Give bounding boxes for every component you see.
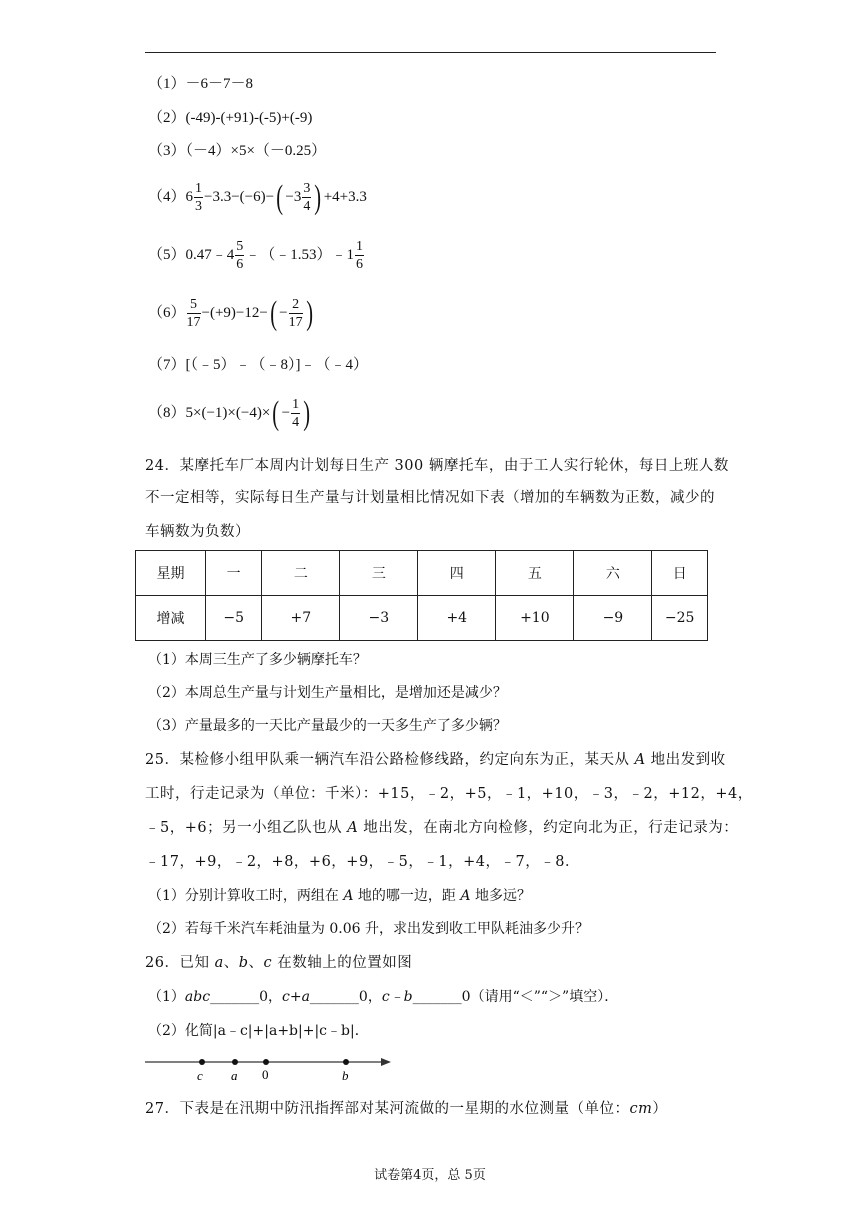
q25-text-line-1: 25．某检修小组甲队乘一辆汽车沿公路检修线路，约定向东为正，某天从 A 地出发到收	[145, 752, 726, 768]
table-cell: +7	[262, 596, 340, 641]
q26-text-line-1: 26．已知 a、b、c 在数轴上的位置如图	[145, 955, 413, 971]
q27-text-line: 27．下表是在汛期中防汛指挥部对某河流做的一星期的水位测量（单位：cm）	[145, 1101, 668, 1117]
q23-item-6: （6） $\frac{5}{17}$ −(+9)−12−( − $\frac{2}{17}$ )	[148, 294, 313, 332]
q24-sub-3: （3）产量最多的一天比产量最少的一天多生产了多少辆？	[148, 718, 507, 734]
label-a: a	[231, 1068, 238, 1082]
page-footer: 试卷第4页，总 5页	[374, 1168, 486, 1183]
q23-item-5: （5）0.47﹣4 $\frac{5}{6}$ ﹣（﹣1.53）﹣1 $\frac{1}{6}$	[148, 239, 364, 273]
axis-arrow-icon	[381, 1058, 391, 1066]
table-cell: −5	[206, 596, 262, 641]
q23-item-4: （4）6 $\frac{1}{3}$ −3.3−(−6)−( −3 $\frac{3}{4}$ ) +4+3.3	[148, 178, 367, 216]
q25-sub-1: （1）分别计算收工时，两组在 A 地的哪一边，距 A 地多远？	[148, 888, 531, 904]
table-cell: 三	[340, 551, 418, 596]
production-table	[135, 550, 708, 641]
label-b: b	[342, 1068, 349, 1082]
point-b	[343, 1059, 349, 1065]
q25-text-line-2: 工时，行走记录为（单位：千米）：+15，﹣2，+5，﹣1，+10，﹣3，﹣2，+12，+4，	[145, 786, 753, 802]
header-rule	[145, 52, 716, 53]
table-cell: 五	[496, 551, 574, 596]
q25-text-line-3: ﹣5，+6；另一小组乙队也从 A 地出发，在南北方向检修，约定向北为正，行走记录为：	[145, 820, 739, 836]
q25-sub-2: （2）若每千米汽车耗油量为 0.06 升，求出发到收工甲队耗油多少升？	[148, 921, 589, 937]
table-row-weekday	[136, 551, 708, 596]
q23-item-8: （8）5×(−1)×(−4)×( − $\frac{1}{4}$ )	[148, 394, 311, 432]
q23-item-3: （3）（－4）×5×（－0.25）	[148, 143, 327, 159]
q24-text-line-1: 24．某摩托车厂本周内计划每日生产 300 辆摩托车，由于工人实行轮休，每日上班人数	[145, 458, 729, 474]
table-cell: 星期	[136, 551, 206, 596]
q23-item-7: （7）[（﹣5）﹣（﹣8）]﹣（﹣4）	[148, 357, 369, 373]
q23-item-2: （2）(-49)-(+91)-(-5)+(-9)	[148, 110, 313, 126]
q25-text-line-4: ﹣17，+9，﹣2，+8，+6，+9，﹣5，﹣1，+4，﹣7，﹣8．	[145, 854, 580, 870]
point-c	[199, 1059, 205, 1065]
point-a	[232, 1059, 238, 1065]
table-cell: −9	[574, 596, 652, 641]
table-cell: −3	[340, 596, 418, 641]
table-row-change	[136, 596, 708, 641]
table-cell: −25	[652, 596, 708, 641]
table-cell: 二	[262, 551, 340, 596]
q24-sub-2: （2）本周总生产量与计划生产量相比，是增加还是减少？	[148, 685, 507, 701]
table-cell: 增减	[136, 596, 206, 641]
q24-sub-1: （1）本周三生产了多少辆摩托车？	[148, 652, 367, 668]
table-cell: +10	[496, 596, 574, 641]
table-cell: 四	[418, 551, 496, 596]
q24-text-line-2: 不一定相等，实际每日生产量与计划量相比情况如下表（增加的车辆数为正数，减少的	[145, 490, 715, 506]
table-cell: +4	[418, 596, 496, 641]
label-c: c	[197, 1068, 203, 1082]
number-line	[145, 1052, 395, 1082]
q26-sub-1: （1）abc_______0，c+a_______0，c﹣b_______0（请用“＜”“＞”填空）．	[148, 989, 619, 1005]
table-cell: 日	[652, 551, 708, 596]
q26-sub-2: （2）化简|a﹣c|+|a+b|+|c﹣b|．	[148, 1023, 369, 1039]
point-zero	[263, 1059, 269, 1065]
table-cell: 六	[574, 551, 652, 596]
q24-text-line-3: 车辆数为负数）	[145, 524, 250, 540]
q23-item-1: （1）－6－7－8	[148, 76, 254, 92]
table-cell: 一	[206, 551, 262, 596]
label-zero: 0	[262, 1067, 269, 1082]
